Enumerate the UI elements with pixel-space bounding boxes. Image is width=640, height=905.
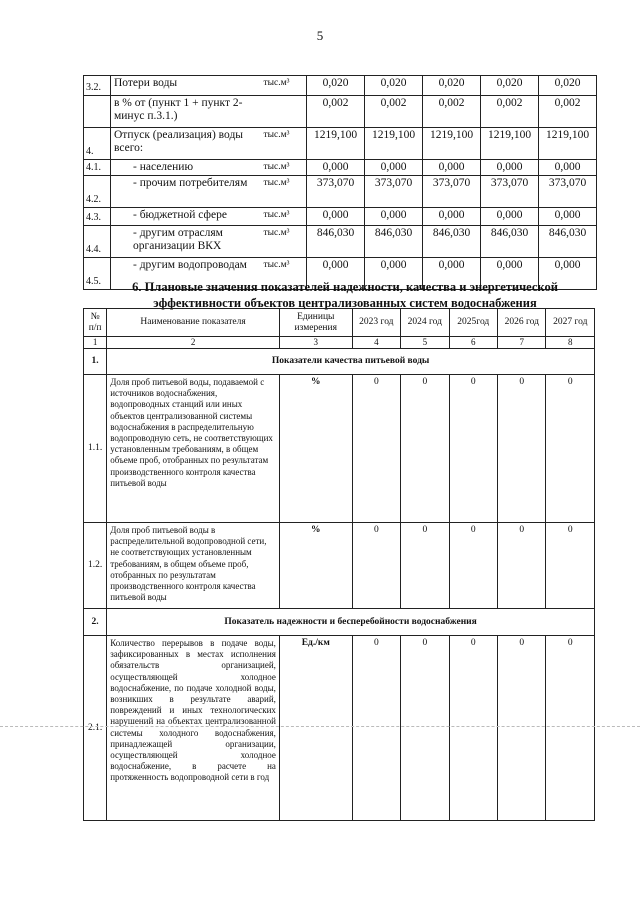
row-value: 0,000 (481, 208, 539, 226)
row-value: 1219,100 (307, 128, 365, 160)
table-row (84, 176, 597, 208)
row-value: 846,030 (539, 226, 597, 258)
row-unit: тыс.м³ (261, 208, 307, 226)
row-value: 0,000 (481, 160, 539, 176)
header-year: 2026 год (498, 309, 546, 337)
row-value: 1219,100 (539, 128, 597, 160)
header-year: 2024 год (401, 309, 449, 337)
row-value: 0,000 (423, 208, 481, 226)
row-unit: тыс.м³ (261, 76, 307, 96)
row-number (84, 96, 111, 128)
row-value: 0,020 (423, 76, 481, 96)
table-row (84, 96, 597, 128)
table-row (84, 160, 597, 176)
header-year: 2025год (449, 309, 497, 337)
row-value: 0,002 (539, 96, 597, 128)
indicator-value: 0 (498, 523, 546, 609)
row-value: 0,000 (481, 258, 539, 290)
row-value: 0,002 (481, 96, 539, 128)
row-value: 0,000 (423, 160, 481, 176)
indicator-name: Количество перерывов в подаче воды, зафиксированных в местах исполнения обязательств организацией, осуществляющей холодное водоснабжение, по подаче холодной воды, возникших в результате аварий, повреждений и иных технологических нарушений на объектах централизованной системы холодного водоснабжения, принадлежащей организации, осуществляющей холодное водоснабжение, в расчете на протяженность водопроводной сети в год (107, 636, 280, 821)
row-value: 846,030 (365, 226, 423, 258)
row-value: 0,020 (481, 76, 539, 96)
header-unit: Единицы измерения (279, 309, 352, 337)
indicator-unit: % (279, 523, 352, 609)
row-name: Отпуск (реализация) воды всего: (111, 128, 261, 160)
row-value: 0,020 (307, 76, 365, 96)
scan-fold-line (0, 726, 640, 727)
row-name: - населению (111, 160, 261, 176)
row-unit: тыс.м³ (261, 258, 307, 290)
row-value: 0,000 (307, 208, 365, 226)
table-row (84, 128, 597, 160)
row-number: 1.2. (84, 523, 107, 609)
indicator-value: 0 (449, 523, 497, 609)
row-number: 3.2. (84, 76, 111, 96)
col-index: 8 (546, 337, 595, 349)
indicator-value: 0 (546, 375, 595, 523)
row-value: 0,000 (365, 208, 423, 226)
row-number: 4. (84, 128, 111, 160)
indicator-value: 0 (449, 375, 497, 523)
row-value: 373,070 (307, 176, 365, 208)
col-index: 7 (498, 337, 546, 349)
row-value: 0,000 (539, 160, 597, 176)
col-index: 3 (279, 337, 352, 349)
section-title: 6. Плановые значения показателей надежности, качества и энергетической эффективности объектов централизованных систем водоснабжения (132, 280, 558, 310)
row-name: - другим водопроводам (111, 258, 261, 290)
table-row (84, 208, 597, 226)
indicator-name: Доля проб питьевой воды, подаваемой с источников водоснабжения, водопроводных станций или иных объектов централизованной системы водоснабжения в распределительную водопроводную сеть, не соответствующих установленным требованиям, в общем объеме проб, отобранных по результатам производственного контроля качества питьевой воды (107, 375, 280, 523)
row-name: - прочим потребителям (111, 176, 261, 208)
row-name: Потери воды (111, 76, 261, 96)
row-value: 846,030 (481, 226, 539, 258)
table-row (84, 226, 597, 258)
table-row (84, 523, 595, 609)
table-header-row (84, 309, 595, 337)
table-row (84, 76, 597, 96)
row-value: 0,020 (539, 76, 597, 96)
row-value: 0,020 (365, 76, 423, 96)
row-number: 4.2. (84, 176, 111, 208)
col-index: 5 (401, 337, 449, 349)
col-index: 1 (84, 337, 107, 349)
row-value: 1219,100 (423, 128, 481, 160)
row-name: - бюджетной сфере (111, 208, 261, 226)
row-unit (261, 96, 307, 128)
indicator-value: 0 (498, 636, 546, 821)
row-value: 1219,100 (365, 128, 423, 160)
section-number: 1. (84, 349, 107, 375)
column-index-row (84, 337, 595, 349)
row-name: в % от (пункт 1 + пункт 2-минус п.3.1.) (111, 96, 261, 128)
row-value: 1219,100 (481, 128, 539, 160)
row-unit: тыс.м³ (261, 128, 307, 160)
row-number: 1.1. (84, 375, 107, 523)
row-number: 2.1. (84, 636, 107, 821)
row-value: 0,000 (539, 208, 597, 226)
row-value: 846,030 (307, 226, 365, 258)
indicator-value: 0 (352, 636, 400, 821)
row-value: 0,002 (307, 96, 365, 128)
row-number: 4.4. (84, 226, 111, 258)
row-unit: тыс.м³ (261, 226, 307, 258)
row-value: 846,030 (423, 226, 481, 258)
indicator-value: 0 (546, 523, 595, 609)
table-row (84, 375, 595, 523)
col-index: 2 (107, 337, 280, 349)
section-heading: Показатель надежности и бесперебойности водоснабжения (107, 609, 595, 636)
indicator-name: Доля проб питьевой воды в распределительной водопроводной сети, не соответствующих установленным требованиям, в общем объеме проб, отобранных по результатам производственного контроля качества питьевой воды (107, 523, 280, 609)
indicator-unit: % (279, 375, 352, 523)
indicator-value: 0 (352, 523, 400, 609)
row-value: 0,000 (307, 160, 365, 176)
row-number: 4.5. (84, 258, 111, 290)
row-number: 4.1. (84, 160, 111, 176)
row-value: 0,000 (307, 258, 365, 290)
row-value: 373,070 (365, 176, 423, 208)
section-row (84, 609, 595, 636)
header-year: 2027 год (546, 309, 595, 337)
row-name: - другим отраслям организации ВКХ (111, 226, 261, 258)
row-value: 0,002 (365, 96, 423, 128)
col-index: 6 (449, 337, 497, 349)
indicator-value: 0 (401, 523, 449, 609)
row-value: 373,070 (481, 176, 539, 208)
table-row (84, 636, 595, 821)
row-value: 0,000 (539, 258, 597, 290)
indicator-unit: Ед./км (279, 636, 352, 821)
water-balance-table (83, 75, 597, 290)
page-number: 5 (316, 28, 324, 43)
row-value: 373,070 (539, 176, 597, 208)
col-index: 4 (352, 337, 400, 349)
section-heading: Показатели качества питьевой воды (107, 349, 595, 375)
row-unit: тыс.м³ (261, 176, 307, 208)
row-value: 373,070 (423, 176, 481, 208)
row-unit: тыс.м³ (261, 160, 307, 176)
section-number: 2. (84, 609, 107, 636)
row-value: 0,002 (423, 96, 481, 128)
row-number: 4.3. (84, 208, 111, 226)
indicators-table (83, 308, 595, 821)
row-value: 0,000 (365, 258, 423, 290)
indicator-value: 0 (449, 636, 497, 821)
section-row (84, 349, 595, 375)
indicator-value: 0 (401, 375, 449, 523)
indicator-value: 0 (546, 636, 595, 821)
indicator-value: 0 (498, 375, 546, 523)
header-num: № п/п (84, 309, 107, 337)
indicator-value: 0 (352, 375, 400, 523)
row-value: 0,000 (423, 258, 481, 290)
header-name: Наименование показателя (107, 309, 280, 337)
indicator-value: 0 (401, 636, 449, 821)
row-value: 0,000 (365, 160, 423, 176)
header-year: 2023 год (352, 309, 400, 337)
